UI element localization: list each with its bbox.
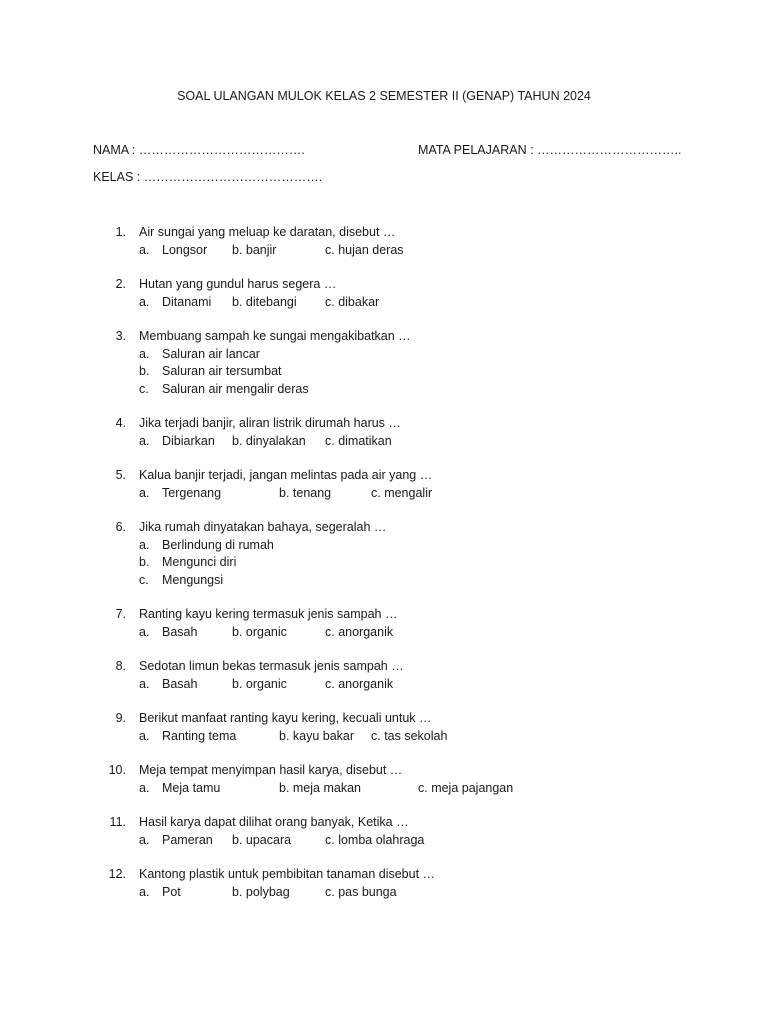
option-text: c. dimatikan — [325, 433, 392, 448]
option-letter: a. — [139, 728, 150, 743]
option-text: Longsor — [162, 242, 208, 257]
kelas-field: KELAS : ……………………………………. — [93, 170, 323, 184]
question-item — [0, 711, 768, 746]
option-text: b. polybag — [232, 884, 290, 899]
option-text: Saluran air tersumbat — [162, 364, 282, 378]
question-item — [0, 329, 768, 399]
option-text: b. upacara — [232, 832, 292, 847]
question-header — [0, 867, 768, 885]
option-text: b. banjir — [232, 242, 277, 257]
mata-pelajaran-field: MATA PELAJARAN : …………………………….. — [418, 143, 682, 157]
question-number: 10. — [108, 763, 126, 777]
option-text: b. dinyalakan — [232, 433, 306, 448]
answer-options-row — [0, 833, 768, 851]
option-text: Dibiarkan — [162, 433, 215, 448]
option-text: b. ditebangi — [232, 294, 297, 309]
answer-options-row — [0, 729, 768, 747]
answer-options-row — [0, 677, 768, 695]
option-text: c. anorganik — [325, 676, 394, 691]
question-text: Ranting kayu kering termasuk jenis sampah … — [139, 607, 398, 621]
option-text: Pot — [162, 884, 181, 899]
option-text: Tergenang — [162, 485, 222, 500]
question-text: Kalua banjir terjadi, jangan melintas pada air yang … — [139, 468, 433, 482]
option-text: c. mengalir — [371, 485, 433, 500]
question-header — [0, 225, 768, 243]
question-item — [0, 416, 768, 451]
option-text: Saluran air lancar — [162, 346, 260, 361]
question-text: Air sungai yang meluap ke daratan, disebut … — [139, 225, 396, 239]
option-text: Basah — [162, 624, 198, 639]
question-number: 3. — [115, 329, 126, 343]
option-letter: a. — [139, 433, 150, 448]
question-header — [0, 277, 768, 295]
answer-options-row — [0, 885, 768, 903]
answer-option — [0, 347, 768, 365]
option-text: Ditanami — [162, 294, 212, 309]
page-title: SOAL ULANGAN MULOK KELAS 2 SEMESTER II (GENAP) TAHUN 2024 — [177, 89, 591, 103]
question-header — [0, 607, 768, 625]
answer-option — [0, 555, 768, 573]
question-text: Jika rumah dinyatakan bahaya, segeralah … — [139, 520, 387, 534]
option-text: c. meja pajangan — [418, 780, 514, 795]
question-text: Membuang sampah ke sungai mengakibatkan … — [139, 329, 411, 343]
option-text: b. organic — [232, 624, 287, 639]
option-text: c. hujan deras — [325, 242, 404, 257]
option-text: Basah — [162, 676, 198, 691]
option-letter: a. — [139, 485, 150, 500]
option-text: c. pas bunga — [325, 884, 397, 899]
question-header — [0, 468, 768, 486]
question-number: 6. — [115, 520, 126, 534]
answer-options-row — [0, 243, 768, 261]
option-letter: a. — [139, 624, 150, 639]
question-header — [0, 815, 768, 833]
option-text: Mengunci diri — [162, 555, 237, 569]
question-item — [0, 763, 768, 798]
question-item — [0, 468, 768, 503]
answer-option — [0, 573, 768, 591]
nama-field: NAMA : …………………………………. — [93, 143, 305, 157]
question-item — [0, 815, 768, 850]
option-text: c. dibakar — [325, 294, 380, 309]
question-item — [0, 225, 768, 260]
question-text: Kantong plastik untuk pembibitan tanaman disebut … — [139, 867, 436, 881]
answer-option — [0, 382, 768, 400]
option-text: Berlindung di rumah — [162, 537, 274, 552]
question-number: 11. — [109, 815, 126, 829]
question-item — [0, 867, 768, 902]
question-item — [0, 659, 768, 694]
question-item — [0, 520, 768, 590]
question-text: Sedotan limun bekas termasuk jenis sampah … — [139, 659, 404, 673]
question-header — [0, 329, 768, 347]
question-header — [0, 711, 768, 729]
option-text: b. kayu bakar — [279, 728, 355, 743]
option-letter: a. — [139, 537, 150, 552]
option-letter: a. — [139, 780, 150, 795]
option-text: Saluran air mengalir deras — [162, 381, 309, 396]
question-number: 2. — [115, 277, 126, 291]
option-letter: a. — [139, 242, 150, 257]
question-header — [0, 520, 768, 538]
option-letter: a. — [139, 884, 150, 899]
option-text: Pameran — [162, 832, 213, 847]
question-header — [0, 659, 768, 677]
question-header — [0, 763, 768, 781]
option-text: c. anorganik — [325, 624, 394, 639]
option-text: b. tenang — [279, 485, 332, 500]
question-text: Hasil karya dapat dilihat orang banyak, Ketika … — [139, 815, 409, 829]
option-text: c. lomba olahraga — [325, 832, 425, 847]
question-number: 8. — [115, 659, 126, 673]
answer-option — [0, 538, 768, 556]
answer-options-row — [0, 434, 768, 452]
question-text: Berikut manfaat ranting kayu kering, kecuali untuk … — [139, 711, 432, 725]
option-text: b. organic — [232, 676, 287, 691]
answer-option — [0, 364, 768, 382]
question-number: 1. — [115, 225, 126, 239]
option-text: Ranting tema — [162, 728, 237, 743]
answer-options-row — [0, 486, 768, 504]
question-list — [0, 225, 768, 919]
question-number: 5. — [115, 468, 126, 482]
option-letter: a. — [139, 294, 150, 309]
question-text: Hutan yang gundul harus segera … — [139, 277, 337, 291]
question-text: Jika terjadi banjir, aliran listrik dirumah harus … — [139, 416, 401, 430]
question-header — [0, 416, 768, 434]
option-text: b. meja makan — [279, 780, 361, 795]
answer-options-row — [0, 781, 768, 799]
option-letter: b. — [139, 364, 150, 378]
option-text: c. tas sekolah — [371, 728, 448, 743]
option-letter: a. — [139, 346, 150, 361]
answer-options-row — [0, 625, 768, 643]
option-letter: c. — [139, 381, 149, 396]
question-number: 9. — [115, 711, 126, 725]
question-number: 12. — [108, 867, 126, 881]
option-letter: c. — [139, 572, 149, 587]
question-item — [0, 277, 768, 312]
question-number: 4. — [115, 416, 126, 430]
question-item — [0, 607, 768, 642]
option-letter: b. — [139, 555, 150, 569]
option-text: Mengungsi — [162, 572, 224, 587]
option-text: Meja tamu — [162, 780, 221, 795]
question-text: Meja tempat menyimpan hasil karya, disebut … — [139, 763, 403, 777]
question-number: 7. — [115, 607, 126, 621]
option-letter: a. — [139, 676, 150, 691]
answer-options-row — [0, 295, 768, 313]
option-letter: a. — [139, 832, 150, 847]
